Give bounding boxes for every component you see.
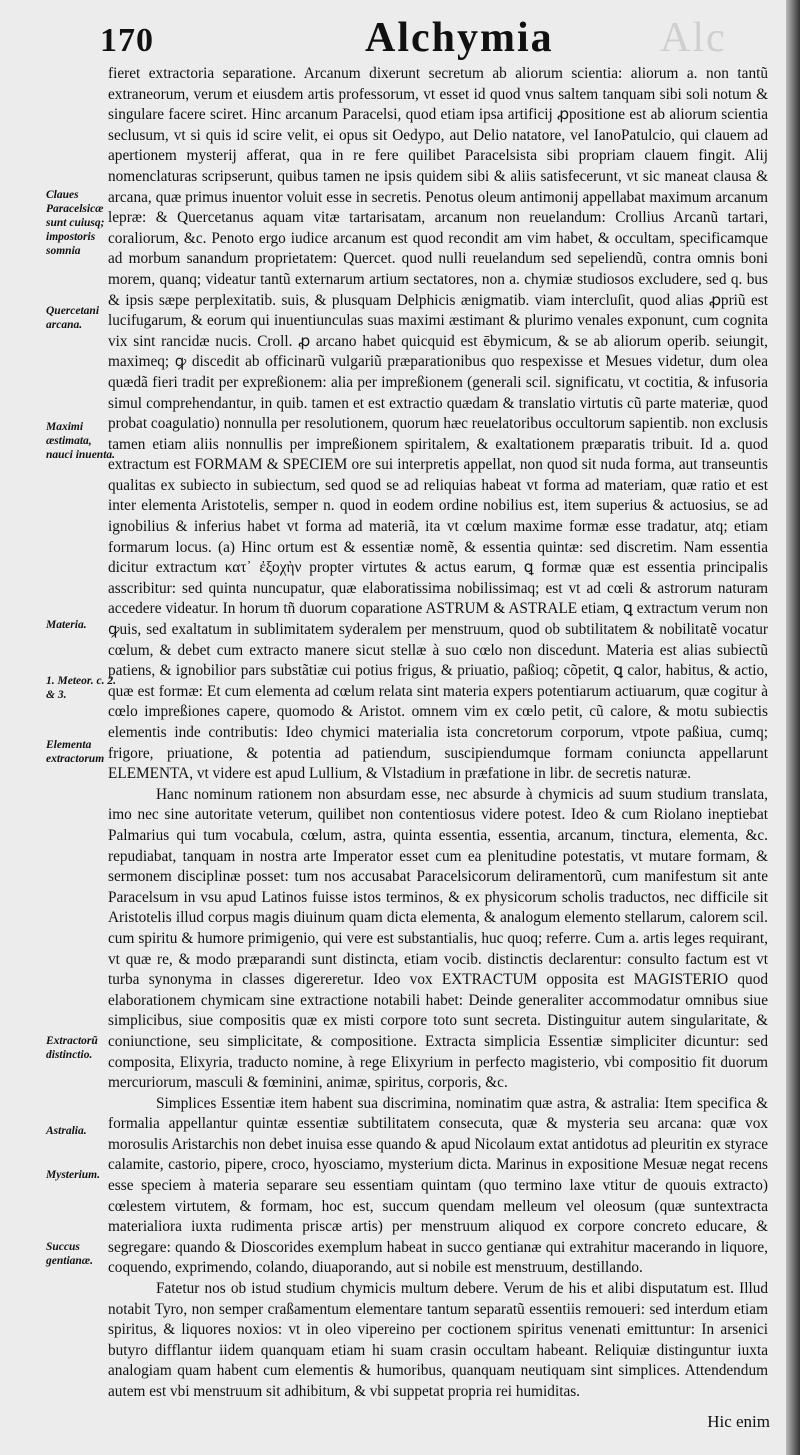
paragraph: Hanc nominum rationem non absurdam esse, nec absurde à chymicis ad suum studium translata, imo nec sine autoritate veterum, quilibet non contentiosus videre potest. Ideo & cum Riolano ineptiebat Palmarius qui tum vocabula, cœlum, astra, quinta essentia, essentia, arcanum, tinctura, elementa, &c. repudiabat, tanquam in nostra arte Imperator esset cum ea plenitudine potestatis, vt mutare formam, & sermonem disciplinæ posset: tum nos accusabat Paracelsicorum deliramentorũ, cum manifestum sit ante Paracelsum in vsu apud Latinos fuisse istos terminos, & ex physicorum scholis traductos, nec difficile sit Aristotelis illud corpus magis diuinum quam dicta elementa, & analogum elemento stellarum, calorem scil. cum spiritu & humore primigenio, qui vere est substantialis, huc quoq; referre. Cum a. artis leges requirant, vt quæ re, & modo præparandi sunt distincta, etiam vocib. distinctis declarentur: consulto factum est vt turba synonyma in classes digereretur. Ideo vox EXTRACTUM opposita est MAGISTERIO quod elaborationem chymicam sine extractione notabili habet: Deinde generaliter accommodatur omnibus siue simplicibus, siue compositis quæ ex misti corpore toto sunt secreta. Distinguitur autem singularitate, & coniunctione, seu simplicitate, & compositione. Extracta simplicia Essentiæ simpliciter dicuntur: sed composita, Elixyria, traducto nomine, à rege Elixyrium in perfecto magisterio, vbi compositio fit duorum mercuriorum, masculi & fœminini, animæ, spiritus, corporis, &c. [108, 785, 768, 1092]
page-header [100, 14, 780, 64]
margin-note: Maximi æstimata, nauci inuenta. [46, 421, 116, 461]
margin-note: Extractorũ distinctio. [46, 1035, 98, 1061]
margin-note: Mysterium. [46, 1169, 100, 1181]
running-title: Alchymia [365, 15, 554, 61]
catchword: Hic enim [707, 1412, 770, 1431]
margin-note: 1. Meteor. c. 2. & 3. [46, 675, 116, 701]
margin-note: Elementa extractorum [46, 739, 105, 765]
margin-note: Succus gentianæ. [46, 1241, 93, 1267]
margin-note: Astralia. [46, 1125, 87, 1137]
paragraph: Simplices Essentiæ item habent sua discrimina, nominatim quæ astra, & astralia: Item specifica & formalia appellantur quintæ essentiæ subtilitatem consecuta, quæ & mysteria seu arcana: quæ vox morosulis Aristarchis non debet inuisa esse quando & apud Nicolaum extat antidotus ad pleuritin ex styrace calamite, castorio, pipere, croco, hyosciamo, mysterium dicta. Marinus in expositione Mesuæ negat recens esse speciem à materia separare seu essentiam quintam (quo termino laxe vtitur de quouis extracto) cœlestem virtutem, & formam, hoc est, succum quendam melleum vel oleosum (quæ suntextracta materialiora iuxta rudimenta priscæ artis) per menstruum aliquod ex corpore concreto educare, & segregare: quando & Dioscorides exemplum habeat in succo gentianæ qui extrahitur macerando in liquore, coquendo, exprimendo, colando, diuaporando, aut si nobile est menstruum, destillando. [108, 1094, 768, 1277]
paragraph: fieret extractoria separatione. Arcanum dixerunt secretum ab aliorum scientia: aliorum a. non tantũ extraneorum, verum et eiusdem artis professorum, vt esset id quod vnus saltem tanquam sibi soli notum & singulare facere sciret. Hinc arcanum Paracelsi, quod etiam ipsa artificij ꝓpositione est ab aliorum scientia seclusum, vt si quis id scire velit, ei opus sit Oedypo, aut Delio natatore, vel IanoPatulcio, qui clauem ad apertionem mysterij afferat, qua in re fere quilibet Paracelsista sibi propriam clauem fingit. Alij nomenclaturas scripserunt, quibus tamen ne ipsis quidem sibi & aliis satisfecerunt, vt sic maneat clausa & arcana, quæ primus inuentor voluit esse in secretis. Penotus oleum antimonij appellabat maximum arcanum lepræ: & Quercetanus aquam vitæ tartarisatam, arcanum non reuelandum: Crollius Arcanũ tartari, coraliorum, &c. Penoto ergo iudice arcanum est quod recondit am vim habet, & occultam, specificamque ad morbum sanandum proprietatem: Quercet. quod nulli reuelandum sed sepeliendũ, contra omnis boni morem, quanq; videatur tantũ externarum artium sectatores, non a. chymiæ studiosos excludere, sed q. bus & ipsis sæpe perplexitatib. suis, & plusquam Delphicis ænigmatib. viam intercluſit, quod alias ꝓpriũ est lucifugarum, & eorum qui inuentiunculas suas maximi æstimant & plurimo venales exponunt, cum cognita vix sint rancidæ nucis. Croll. ꝓ arcano habet quicquid est ēbymicum, & se ab aliorum operib. seiungit, maximeq; ꝙ discedit ab officinarũ vulgariũ præparationibus quo respexisse et Mesues videtur, dum olea quædã fieri tradit per expreßionem: alia per impreßionem (generali scil. significatu, vt coctitia, & infusoria simul comprehendantur, in quib. tamen et est extractio quædam & translatio virtutis cũ parte materiæ, quod probat coagulatio) nonnulla per resolutionem, quorum hæc reuelatoribus occultorum sapientib. non exclusis tamen etiam aliis nonnullis per impreßionem spiritalem, & exaltationem præparatis tribuit. Id a. quod extractum est FORMAM & SPECIEM ore sui interpretis appellat, non quod sit nuda forma, aut transeuntis qualitas ex subiecto in subiectum, sed quod se ad reliquias habeat vt forma ad materiam, quæ ratio et est inter elementa Aristotelis, semper n. quod in eodem ordine nobilius est, item superius & actuosius, se ad ignobilius & inferius habet vt forma ad materiã, ita vt cœlum maxime formæ esse tradatur, atq; etiam formarum locus. (a) Hinc ortum est & essentiæ nomẽ, & essentia quintæ: sed discretim. Nam essentia dicitur extractum κατ᾽ ἐξοχὴν propter virtutes & actus earum, ꝗ formæ quæ est essentia principalis asscribitur: sed quinta nuncupatur, quæ elaboratissima nobilissimaq; est vt ad cœli & astrorum naturam accedere videatur. In horum tñ duorum coparatione ASTRUM & ASTRALE etiam, ꝗ extractum verum non ꝙuis, sed exaltatum in sublimitatem syderalem per menstruum, quod ob subtilitatem & nobilitatẽ vocatur cœlum, & debet cum extracto manere sicut stellæ à suo cœlo non discedunt. Materia est alias subiectũ patiens, & ignobilior pars substãtiæ cui potius frigus, & priuatio, paßioq; cõpetit, ꝗ calor, habitus, & actio, quæ est formæ: Et cum elementa ad cœlum relata sint materia expers potentiarum actiuarum, quæ cogitur à cœlo impreßiones capere, quomodo & Aristot. omnem vim ex cœlo petit, cũ calore, & motu subiectis elementis inde contributis: Ideo chymici materialia ista concretorum corporum, vtpote paßiua, cumq; frigore, priuatione, & potentia ad patiendum, suscipiendumque formam coniuncta appellarunt ELEMENTA, vt videre est apud Lullium, & Vlstadium in præfatione in libr. de secretis naturæ. [108, 65, 768, 783]
main-text [108, 64, 768, 1403]
margin-note: Materia. [46, 619, 87, 631]
page-number: 170 [100, 22, 154, 59]
paragraph: Fatetur nos ob istud studium chymicis multum debere. Verum de his et alibi disputatum est. Illud notabit Tyro, non semper craßamentum elementare tantum separatũ essentiis remoueri: sed interdum etiam spiritus, & liquores noxios: vt in oleo vipereino per coctionem spiritus venenati emittuntur: In arsenici butyro difflantur iidem quanquam etiam hi suam crasin occultam habeant. Reliquiæ distinguntur iuxta analogiam quam habent cum elementis & humoribus, quanquam neutiquam sint simplices. Attendendum autem est vbi menstruum sit adhibitum, & vbi suppetat propria rei humiditas. [108, 1280, 768, 1400]
margin-notes [0, 0, 116, 1455]
bleed-through-title: Alc [660, 15, 727, 61]
margin-note: Claues Paracelsicæ sunt cuiusq; impostoris somnia [46, 189, 105, 257]
margin-note: Quercetani arcana. [46, 305, 100, 331]
